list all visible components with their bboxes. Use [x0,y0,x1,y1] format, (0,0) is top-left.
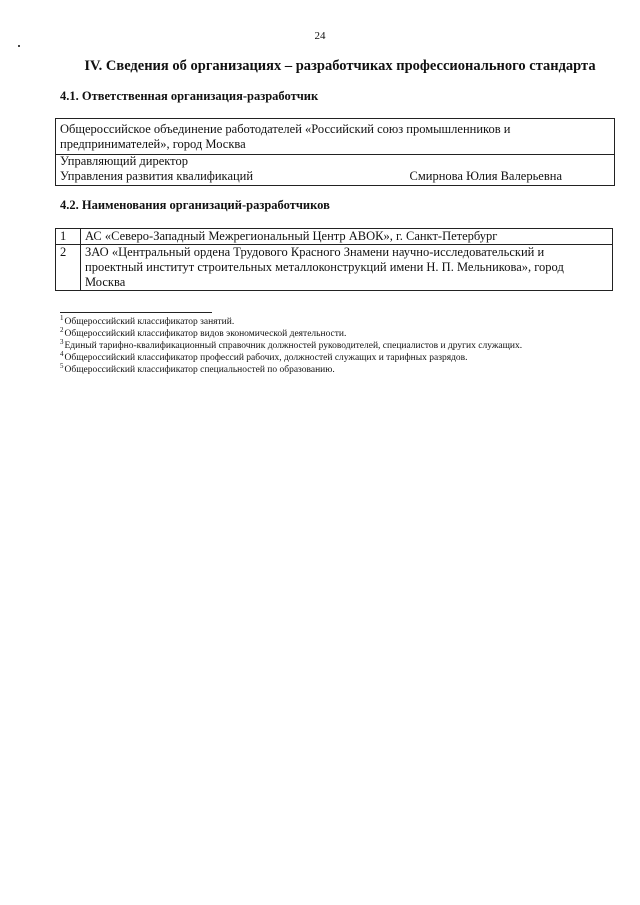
section-title: IV. Сведения об организациях – разработчиках профессионального стандарта [84,58,596,74]
org-name-line: предпринимателей», город Москва [60,137,246,151]
responsible-org-box [55,118,615,186]
footnote-mark: 3 [60,337,64,346]
org-cell [81,245,613,291]
page-number: 24 [314,30,326,42]
org-line: проектный институт строительных металлоконструкций имени Н. П. Мельникова», город [85,260,564,274]
footnote-mark: 4 [60,349,64,358]
footnote-mark: 1 [60,313,64,322]
row-number: 2 [56,245,81,291]
head-position-line: Управления развития квалификаций [60,169,254,183]
footnote [60,349,630,364]
developers-table [55,228,613,291]
footnote [60,325,630,340]
developers-title: 4.2. Наименования организаций-разработчиков [60,198,330,212]
footnote-text: Общероссийский классификатор специальностей по образованию. [64,365,335,375]
org-line: ЗАО «Центральный ордена Трудового Красного Знамени научно-исследовательский и [85,245,545,259]
table-row [56,229,613,245]
head-name: Смирнова Юлия Валерьевна [409,169,562,183]
org-cell [81,229,613,245]
org-name [60,122,608,152]
head-position-line: Управляющий директор [60,154,188,168]
org-line: Москва [85,275,126,289]
footnote-text: Общероссийский классификатор занятий. [64,317,235,327]
footnote-text: Единый тарифно-квалификационный справочник должностей руководителей, специалистов и других служащих. [64,341,523,351]
footnotes [60,313,630,376]
org-line: АС «Северо-Западный Межрегиональный Центр АВОК», г. Санкт-Петербург [85,229,498,243]
table-row [56,245,613,291]
org-name-line: Общероссийское объединение работодателей «Российский союз промышленников и [60,122,511,136]
footnote-text: Общероссийский классификатор видов экономической деятельности. [64,329,347,339]
row-number: 1 [56,229,81,245]
footnote [60,313,630,328]
footnote-mark: 2 [60,325,64,334]
footnote [60,361,630,376]
scan-speck [18,45,20,47]
org-head-row [56,154,614,185]
footnote-mark: 5 [60,361,64,370]
responsible-org-title: 4.1. Ответственная организация-разработчик [60,89,319,103]
footnote-text: Общероссийский классификатор профессий рабочих, должностей служащих и тарифных разрядов. [64,353,468,363]
org-name-row [56,119,614,155]
footnote [60,337,630,352]
footnote-separator [60,312,212,313]
